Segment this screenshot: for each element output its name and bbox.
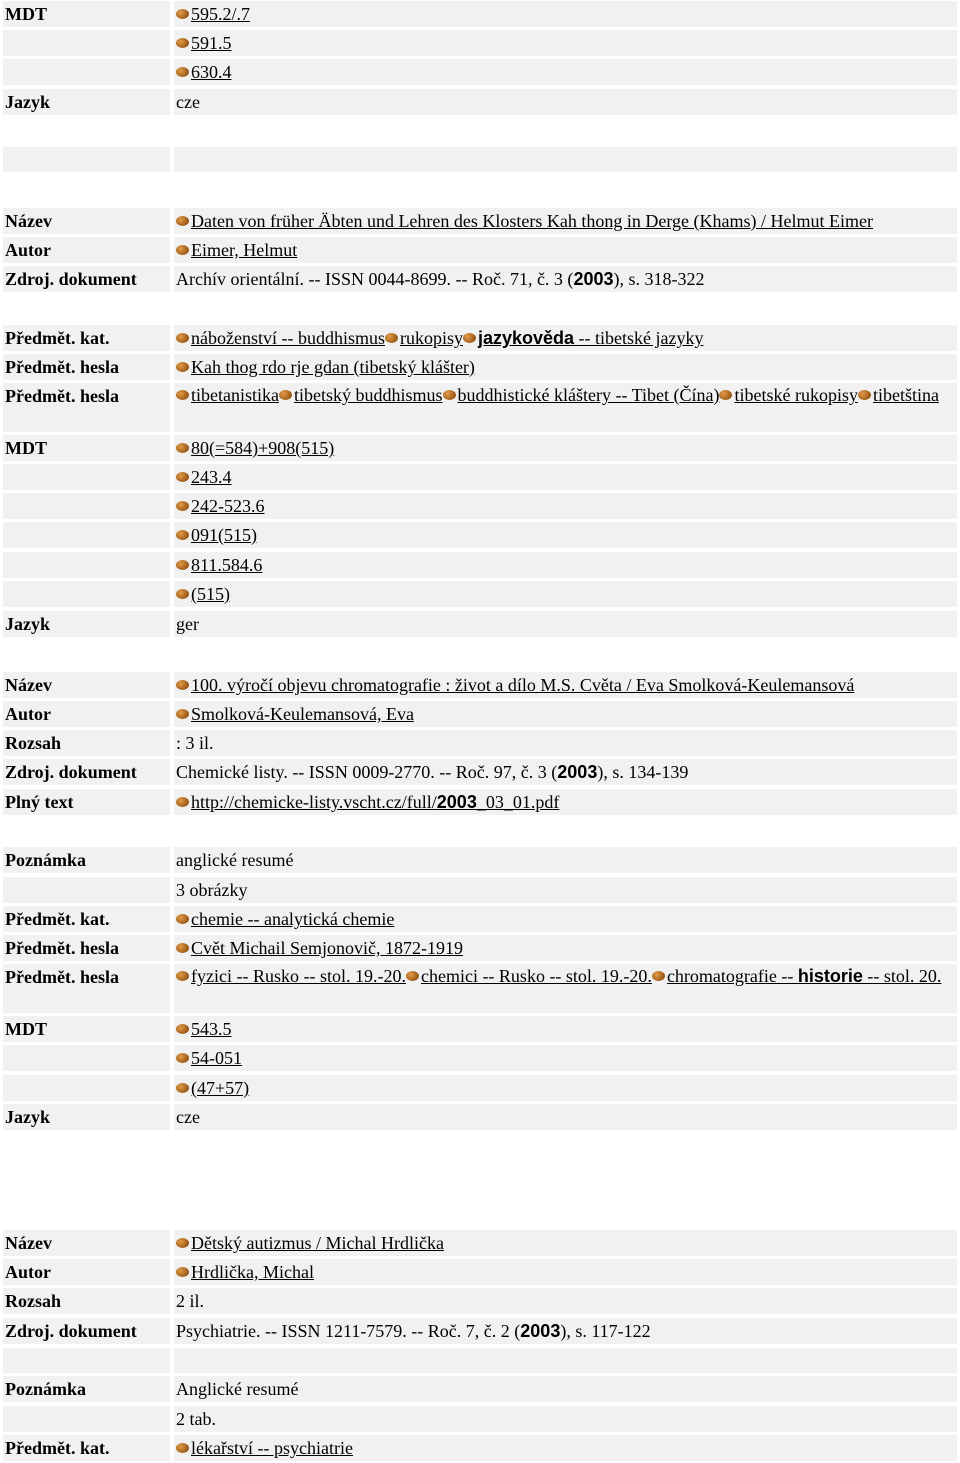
nazev-label: Název [3,672,170,698]
subject-link[interactable]: chemici -- Rusko -- stol. 19.-20. [420,966,652,986]
row-predmet-kat [0,325,960,351]
predmet-hesla-label: Předmět. hesla [3,935,170,961]
zdroj-label: Zdroj. dokument [3,759,170,785]
jazyk-value: cze [174,1104,957,1130]
bullet-icon [176,362,189,372]
bullet-icon [176,245,189,255]
bullet-icon [176,216,189,226]
bullet-icon [176,709,189,719]
row-autor [0,237,960,263]
bullet-icon [176,1238,189,1248]
bullet-icon [176,443,189,453]
row-jazyk [0,1104,960,1130]
subject-link[interactable]: chromatografie -- historie -- stol. 20. [666,966,942,986]
subject-link[interactable]: tibetský buddhismus [293,385,443,405]
zdroj-value: Psychiatrie. -- ISSN 1211-7579. -- Roč. 7, č. 2 (2003), s. 117-122 [174,1318,957,1344]
row-autor [0,1259,960,1285]
row-mdt-3 [0,1075,960,1101]
row-mdt-3 [0,59,960,85]
bullet-icon [176,1024,189,1034]
bullet-icon [279,390,292,400]
row-predmet-hesla [0,354,960,380]
bullet-icon [176,797,189,807]
title-link[interactable]: 100. výročí objevu chromatografie : život a dílo M.S. Cvěta / Eva Smolková-Keulemansová [191,675,855,695]
autor-label: Autor [3,237,170,263]
author-link[interactable]: Eimer, Helmut [191,240,298,260]
author-link[interactable]: Hrdlička, Michal [191,1262,314,1282]
rozsah-value: 2 il. [174,1288,957,1314]
row-zdroj [0,1318,960,1344]
bullet-icon [176,560,189,570]
row-zdroj [0,266,960,292]
bullet-icon [406,971,419,981]
title-link[interactable]: Dětský autizmus / Michal Hrdlička [191,1233,444,1253]
subject-link[interactable]: Kah thog rdo rje gdan (tibetský klášter) [191,357,475,377]
zdroj-label: Zdroj. dokument [3,1318,170,1344]
mdt-link[interactable]: 80(=584)+908(515) [191,438,335,458]
row-mdt-6 [0,581,960,607]
title-link[interactable]: Daten von früher Äbten und Lehren des Klosters Kah thong in Derge (Khams) / Helmut Eimer [191,211,873,231]
jazyk-value: ger [174,611,957,637]
row-mdt [0,1,960,27]
row-poznamka-2 [0,877,960,903]
row-mdt-2 [0,1045,960,1071]
poznamka-value: anglické resumé [174,847,957,873]
bullet-icon [176,501,189,511]
nazev-label: Název [3,208,170,234]
row-rozsah [0,1288,960,1314]
bullet-icon [176,9,189,19]
jazyk-label: Jazyk [3,89,170,115]
zdroj-value: Chemické listy. -- ISSN 0009-2770. -- Roč. 97, č. 3 (2003), s. 134-139 [174,759,957,785]
mdt-link[interactable]: 091(515) [191,525,257,545]
row-mdt-3 [0,493,960,519]
fulltext-link[interactable]: http://chemicke-listy.vscht.cz/full/2003_03_01.pdf [191,792,560,812]
mdt-link[interactable]: 543.5 [191,1019,232,1039]
zdroj-value: Archív orientální. -- ISSN 0044-8699. -- Roč. 71, č. 3 (2003), s. 318-322 [174,266,957,292]
subject-link[interactable]: lékařství -- psychiatrie [191,1438,353,1458]
predmet-hesla-label: Předmět. hesla [3,964,170,1013]
predmet-kat-label: Předmět. kat. [3,1435,170,1461]
autor-label: Autor [3,1259,170,1285]
row-plny-text [0,789,960,815]
predmet-kat-label: Předmět. kat. [3,325,170,351]
row-predmet-hesla-2 [0,383,960,409]
spacer-row [0,147,960,173]
row-zdroj [0,759,960,785]
subject-link[interactable]: buddhistické kláštery -- Tibet (Čína) [457,385,720,405]
bullet-icon [176,1267,189,1277]
row-mdt-2 [0,464,960,490]
bullet-icon [176,390,189,400]
row-poznamka [0,847,960,873]
bullet-icon [858,390,871,400]
bullet-icon [176,472,189,482]
row-mdt [0,435,960,461]
rozsah-label: Rozsah [3,1288,170,1314]
row-predmet-hesla [0,935,960,961]
row-nazev [0,1230,960,1256]
bullet-icon [176,1443,189,1453]
autor-label: Autor [3,701,170,727]
subject-link[interactable]: fyzici -- Rusko -- stol. 19.-20. [191,966,406,986]
row-poznamka-2 [0,1406,960,1432]
bullet-icon [176,1083,189,1093]
jazyk-label: Jazyk [3,1104,170,1130]
rozsah-value: : 3 il. [174,730,957,756]
nazev-label: Název [3,1230,170,1256]
jazyk-value: cze [174,89,957,115]
mdt-link[interactable]: 242-523.6 [191,496,265,516]
poznamka-value: Anglické resumé [174,1376,957,1402]
bullet-icon [385,333,398,343]
bullet-icon [652,971,665,981]
mdt-link[interactable]: 595.2/.7 [191,4,251,24]
mdt-link[interactable]: (47+57) [191,1078,250,1098]
poznamka-label: Poznámka [3,847,170,873]
poznamka-value: 2 tab. [174,1406,957,1432]
mdt-label: MDT [3,1016,170,1042]
author-link[interactable]: Smolková-Keulemansová, Eva [191,704,414,724]
rozsah-label: Rozsah [3,730,170,756]
bullet-icon [176,589,189,599]
row-mdt-5 [0,552,960,578]
row-mdt-2 [0,30,960,56]
mdt-link[interactable]: 54-051 [191,1048,242,1068]
mdt-link[interactable]: 811.584.6 [191,555,263,575]
subject-link[interactable]: náboženství -- buddhismus [191,328,385,348]
bullet-icon [176,38,189,48]
mdt-label: MDT [3,1,170,27]
bullet-icon [176,67,189,77]
subject-link[interactable]: tibetanistika [191,385,279,405]
bullet-icon [176,680,189,690]
row-mdt [0,1016,960,1042]
subject-link[interactable]: tibetština [872,385,939,405]
mdt-link[interactable]: 243.4 [191,467,232,487]
row-jazyk [0,89,960,115]
mdt-link[interactable]: (515) [191,584,230,604]
subject-link[interactable]: rukopisy [399,328,463,348]
subject-link[interactable]: jazykověda -- tibetské jazyky [477,328,704,348]
row-nazev [0,672,960,698]
bullet-icon [443,390,456,400]
bullet-icon [176,943,189,953]
subject-link[interactable]: Cvět Michail Semjonovič, 1872-1919 [191,938,463,958]
jazyk-label: Jazyk [3,611,170,637]
predmet-hesla-label: Předmět. hesla [3,354,170,380]
predmet-kat-label: Předmět. kat. [3,906,170,932]
mdt-label: MDT [3,435,170,461]
bullet-icon [463,333,476,343]
subject-link[interactable]: chemie -- analytická chemie [191,909,395,929]
row-jazyk [0,611,960,637]
mdt-link[interactable]: 630.4 [191,62,232,82]
bullet-icon [176,1053,189,1063]
bullet-icon [176,914,189,924]
bullet-icon [719,390,732,400]
plny-text-label: Plný text [3,789,170,815]
row-mdt-4 [0,522,960,548]
spacer-row [0,1348,960,1374]
row-predmet-kat [0,1435,960,1461]
mdt-link[interactable]: 591.5 [191,33,232,53]
bullet-icon [176,530,189,540]
subject-link[interactable]: tibetské rukopisy [734,385,858,405]
row-poznamka [0,1376,960,1402]
row-nazev [0,208,960,234]
row-predmet-hesla-2 [0,964,960,990]
bullet-icon [176,333,189,343]
bullet-icon [176,971,189,981]
zdroj-label: Zdroj. dokument [3,266,170,292]
row-rozsah [0,730,960,756]
predmet-hesla-label: Předmět. hesla [3,383,170,432]
poznamka-label: Poznámka [3,1376,170,1402]
row-predmet-kat [0,906,960,932]
poznamka-value: 3 obrázky [174,877,957,903]
row-autor [0,701,960,727]
